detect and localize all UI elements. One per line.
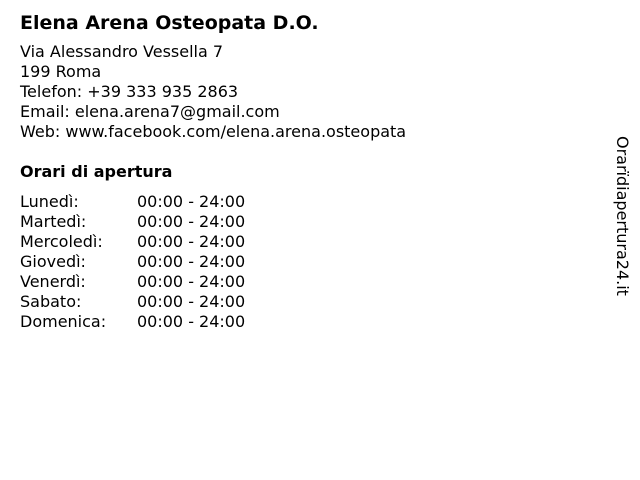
day-label: Martedì: xyxy=(20,212,87,231)
time-range: 00:00 - 24:00 xyxy=(137,212,246,231)
website-line: Web: www.facebook.com/elena.arena.osteopata xyxy=(20,122,407,141)
hours-row-monday xyxy=(20,192,245,212)
time-range: 00:00 - 24:00 xyxy=(137,312,246,331)
email-line: Email: elena.arena7@gmail.com xyxy=(20,102,280,121)
day-label: Sabato: xyxy=(20,292,82,311)
time-range: 00:00 - 24:00 xyxy=(137,272,246,291)
opening-hours-heading: Orari di apertura xyxy=(20,162,173,181)
hours-row-wednesday xyxy=(20,232,245,252)
time-range: 00:00 - 24:00 xyxy=(137,192,246,211)
hours-row-tuesday xyxy=(20,212,245,232)
site-brand-vertical: Orarïdiapertura24.it xyxy=(613,136,632,296)
time-range: 00:00 - 24:00 xyxy=(137,252,246,271)
day-label: Mercoledì: xyxy=(20,232,103,251)
address-street: Via Alessandro Vessella 7 xyxy=(20,42,224,61)
day-label: Domenica: xyxy=(20,312,107,331)
phone-line: Telefon: +39 333 935 2863 xyxy=(20,82,239,101)
hours-row-friday xyxy=(20,272,245,292)
day-label: Lunedì: xyxy=(20,192,79,211)
opening-hours-table xyxy=(20,192,245,332)
day-label: Giovedì: xyxy=(20,252,86,271)
business-card xyxy=(20,10,590,332)
time-range: 00:00 - 24:00 xyxy=(137,232,246,251)
address-city: 199 Roma xyxy=(20,62,102,81)
hours-row-thursday xyxy=(20,252,245,272)
hours-row-saturday xyxy=(20,292,245,312)
hours-row-sunday xyxy=(20,312,245,332)
business-name: Elena Arena Osteopata D.O. xyxy=(20,12,319,34)
time-range: 00:00 - 24:00 xyxy=(137,292,246,311)
day-label: Venerdì: xyxy=(20,272,86,291)
